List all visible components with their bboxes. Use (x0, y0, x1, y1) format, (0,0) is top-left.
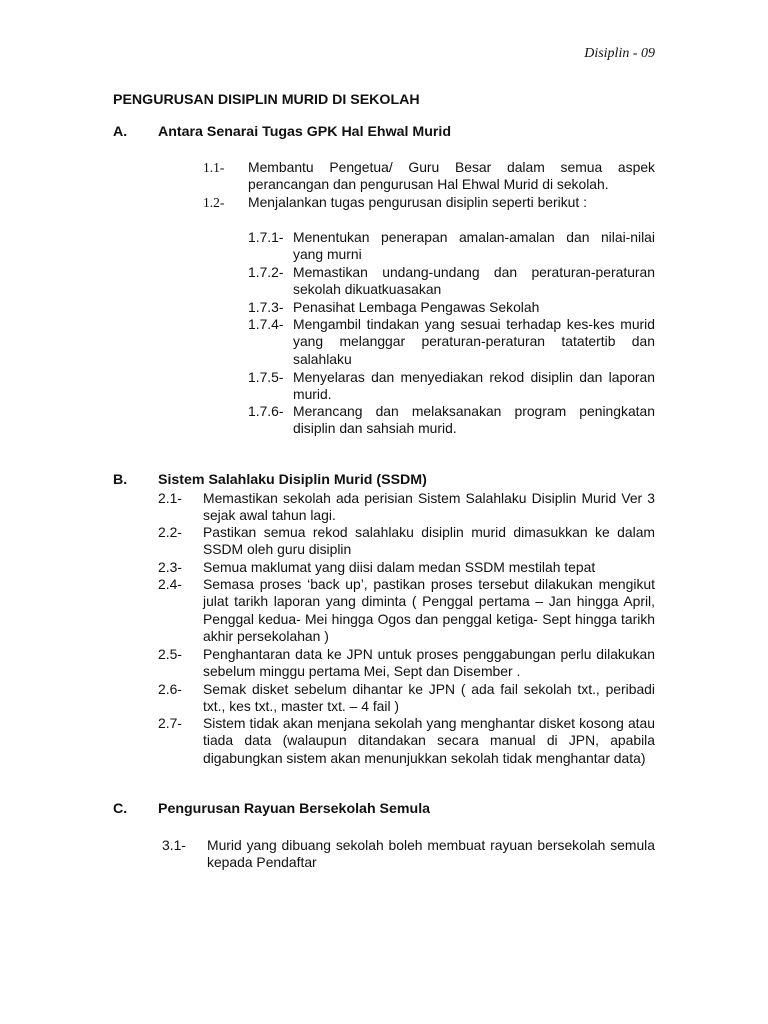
item-number: 2.1- (158, 490, 182, 506)
item-number: 2.4- (158, 576, 182, 592)
sub-list-item (248, 369, 655, 404)
item-text: Merancang dan melaksanakan program peningkatan disiplin dan sahsiah murid. (293, 403, 655, 437)
item-number: 2.6- (158, 681, 182, 697)
item-text: Pastikan semua rekod salahlaku disiplin murid dimasukkan ke dalam SSDM oleh guru disiplin (203, 524, 655, 558)
section-c-heading (113, 801, 430, 818)
item-text: Sistem tidak akan menjana sekolah yang menghantar disket kosong atau tiada data (walaupun ditandakan secara manual di JPN, apabila digabungkan sistem akan menunjukkan sekolah tidak menghantar data) (203, 715, 655, 766)
item-number: 1.2- (203, 195, 225, 210)
item-number: 1.7.4- (248, 316, 284, 332)
list-item (158, 559, 655, 576)
item-text: Penasihat Lembaga Pengawas Sekolah (293, 299, 540, 315)
item-number: 2.7- (158, 715, 182, 731)
item-number: 1.7.1- (248, 229, 284, 245)
item-text: Menyelaras dan menyediakan rekod disiplin dan laporan murid. (293, 369, 655, 403)
page-header: Disiplin - 09 (584, 46, 655, 61)
item-number: 3.1- (162, 837, 186, 853)
sub-list-item (248, 403, 655, 438)
list-item (158, 681, 655, 716)
item-text: Menentukan penerapan amalan-amalan dan nilai-nilai yang murni (293, 229, 655, 263)
page-title: PENGURUSAN DISIPLIN MURID DI SEKOLAH (113, 92, 420, 108)
list-item (158, 715, 655, 767)
item-text: Semak disket sebelum dihantar ke JPN ( ada fail sekolah txt., peribadi txt., kes txt., master txt. – 4 fail ) (203, 681, 655, 715)
section-title: Antara Senarai Tugas GPK Hal Ehwal Murid (158, 124, 452, 140)
section-letter: A. (113, 124, 128, 140)
list-item (162, 837, 655, 872)
item-number: 1.7.6- (248, 403, 284, 419)
list-item (158, 646, 655, 681)
item-text: Murid yang dibuang sekolah boleh membuat rayuan bersekolah semula kepada Pendaftar (207, 837, 655, 871)
list-item (158, 490, 655, 525)
item-number: 1.1- (203, 160, 225, 175)
section-a-heading (113, 124, 451, 141)
item-number: 1.7.5- (248, 369, 284, 385)
item-text: Memastikan sekolah ada perisian Sistem Salahlaku Disiplin Murid Ver 3 sejak awal tahun lagi. (203, 490, 655, 524)
item-text: Menjalankan tugas pengurusan disiplin seperti berikut : (248, 194, 587, 210)
section-title: Pengurusan Rayuan Bersekolah Semula (158, 801, 431, 817)
section-letter: C. (113, 801, 128, 817)
sub-list-item (248, 316, 655, 368)
item-number: 1.7.3- (248, 299, 284, 315)
section-letter: B. (113, 472, 128, 488)
item-text: Semasa proses ‘back up’, pastikan proses tersebut dilakukan mengikut julat tarikh laporan yang diminta ( Penggal pertama – Jan hingga April, Penggal kedua- Mei hingga Ogos dan penggal ketiga- Sept hingga tarikh akhir persekolahan ) (203, 576, 655, 645)
list-item (158, 524, 655, 559)
item-text: Membantu Pengetua/ Guru Besar dalam semua aspek perancangan dan pengurusan Hal Ehwal Murid di sekolah. (248, 159, 655, 193)
item-text: Penghantaran data ke JPN untuk proses penggabungan perlu dilakukan sebelum minggu pertama Mei, Sept dan Disember . (203, 646, 655, 680)
item-number: 1.7.2- (248, 264, 284, 280)
list-item (203, 194, 655, 211)
list-item (203, 159, 655, 194)
item-number: 2.3- (158, 559, 182, 575)
sub-list-item (248, 264, 655, 299)
item-number: 2.5- (158, 646, 182, 662)
item-text: Mengambil tindakan yang sesuai terhadap kes-kes murid yang melanggar peraturan-peraturan tatatertib dan salahlaku (293, 316, 655, 367)
list-item (158, 576, 655, 646)
sub-list-item (248, 229, 655, 264)
item-text: Semua maklumat yang diisi dalam medan SSDM mestilah tepat (203, 559, 596, 575)
section-title: Sistem Salahlaku Disiplin Murid (SSDM) (158, 472, 427, 488)
item-text: Memastikan undang-undang dan peraturan-peraturan sekolah dikuatkuasakan (293, 264, 655, 298)
item-number: 2.2- (158, 524, 182, 540)
sub-list-item (248, 299, 655, 316)
section-b-heading (113, 472, 427, 489)
